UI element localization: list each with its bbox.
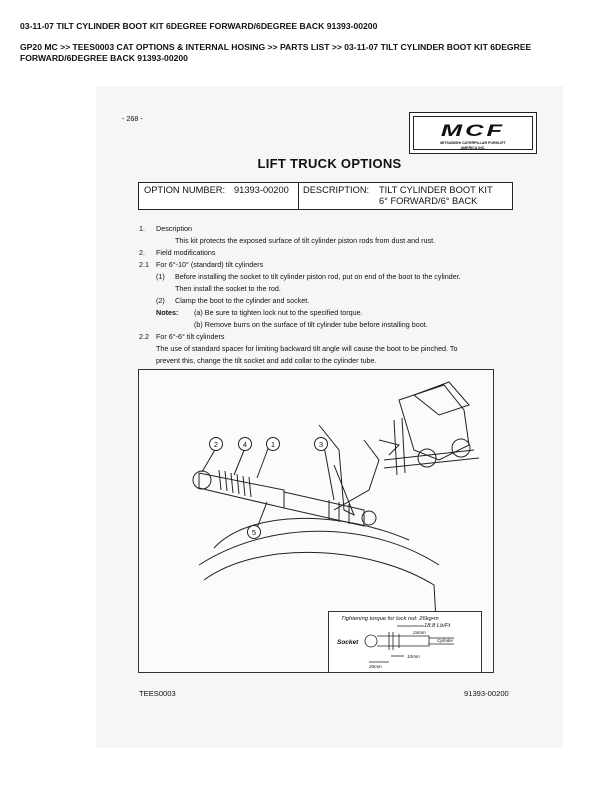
- item-text: This kit protects the exposed surface of tilt cylinder piston rods from dust and rust.: [175, 236, 436, 245]
- description-label: DESCRIPTION:: [303, 185, 370, 195]
- callout-3: 3: [318, 440, 324, 449]
- logo-subtitle: MITSUBISHI CATERPILLAR FORKLIFT AMERICA INC.: [440, 141, 506, 150]
- item-text: (a) Be sure to tighten lock nut to the specified torque.: [194, 308, 363, 317]
- item-text: Before installing the socket to tilt cylinder piston rod, put on end of the boot to the cylinder.: [175, 272, 461, 281]
- item-text: The use of standard spacer for limiting backward tilt angle will cause the boot to be pinched. To: [156, 344, 458, 353]
- notes-label: Notes:: [156, 308, 179, 317]
- item-text: For 6°-10° (standard) tilt cylinders: [156, 260, 264, 269]
- dim-10mm: 10mm: [407, 654, 420, 659]
- item-text: (b) Remove burrs on the surface of tilt cylinder tube before installing boot.: [194, 320, 428, 329]
- option-info-box: [138, 182, 513, 210]
- socket-detail-drawing: [329, 612, 481, 672]
- item-number: (1): [156, 272, 165, 281]
- item-text: Description: [156, 224, 192, 233]
- document-heading: LIFT TRUCK OPTIONS: [257, 156, 402, 171]
- torque-value: 18.8 Lb/Ft: [424, 623, 451, 629]
- dim-20mm: 20mm: [369, 664, 382, 669]
- option-number-value: 91393-00200: [234, 185, 289, 195]
- option-number-label: OPTION NUMBER:: [144, 185, 226, 195]
- item-text: For 6°-6° tilt cylinders: [156, 332, 225, 341]
- item-text: prevent this, change the tilt socket and add collar to the cylinder tube.: [156, 356, 377, 365]
- logo-mark: MCF: [440, 121, 506, 140]
- item-text: Field modifications: [156, 248, 216, 257]
- callout-4: 4: [242, 440, 248, 449]
- item-text: Then install the socket to the rod.: [175, 284, 281, 293]
- description-line-1: TILT CYLINDER BOOT KIT: [379, 185, 493, 195]
- footer-right: 91393-00200: [464, 689, 509, 698]
- item-text: Clamp the boot to the cylinder and socket.: [175, 296, 310, 305]
- document-scan: [96, 86, 563, 748]
- company-logo: [409, 112, 537, 154]
- dim-24mm: 24mm: [413, 630, 426, 635]
- item-number: 2.: [139, 248, 145, 257]
- page-number: - 268 -: [122, 114, 143, 123]
- page-title: 03-11-07 TILT CYLINDER BOOT KIT 6DEGREE FORWARD/6DEGREE BACK 91393-00200: [20, 21, 378, 31]
- footer-left: TEES0003: [139, 689, 176, 698]
- description-line-2: 6° FORWARD/6° BACK: [379, 196, 478, 206]
- breadcrumb: GP20 MC >> TEES0003 CAT OPTIONS & INTERNAL HOSING >> PARTS LIST >> 03-11-07 TILT CYLINDER BOOT KIT 6DEGREE FORWARD/6DEGREE BACK 91393-00200: [20, 42, 532, 63]
- item-number: 1.: [139, 224, 145, 233]
- item-number: (2): [156, 296, 165, 305]
- item-number: 2.1: [139, 260, 149, 269]
- torque-title: Tightening torque for lock nut: 26kg•m: [341, 616, 439, 622]
- option-box-divider: [298, 183, 299, 209]
- socket-label: Socket: [337, 639, 359, 646]
- callout-2: 2: [213, 440, 219, 449]
- callout-5: 5: [251, 528, 257, 537]
- cylinder-label: Cylinder: [437, 638, 454, 643]
- callout-1: 1: [270, 440, 276, 449]
- item-number: 2.2: [139, 332, 149, 341]
- torque-detail-inset: [328, 611, 482, 673]
